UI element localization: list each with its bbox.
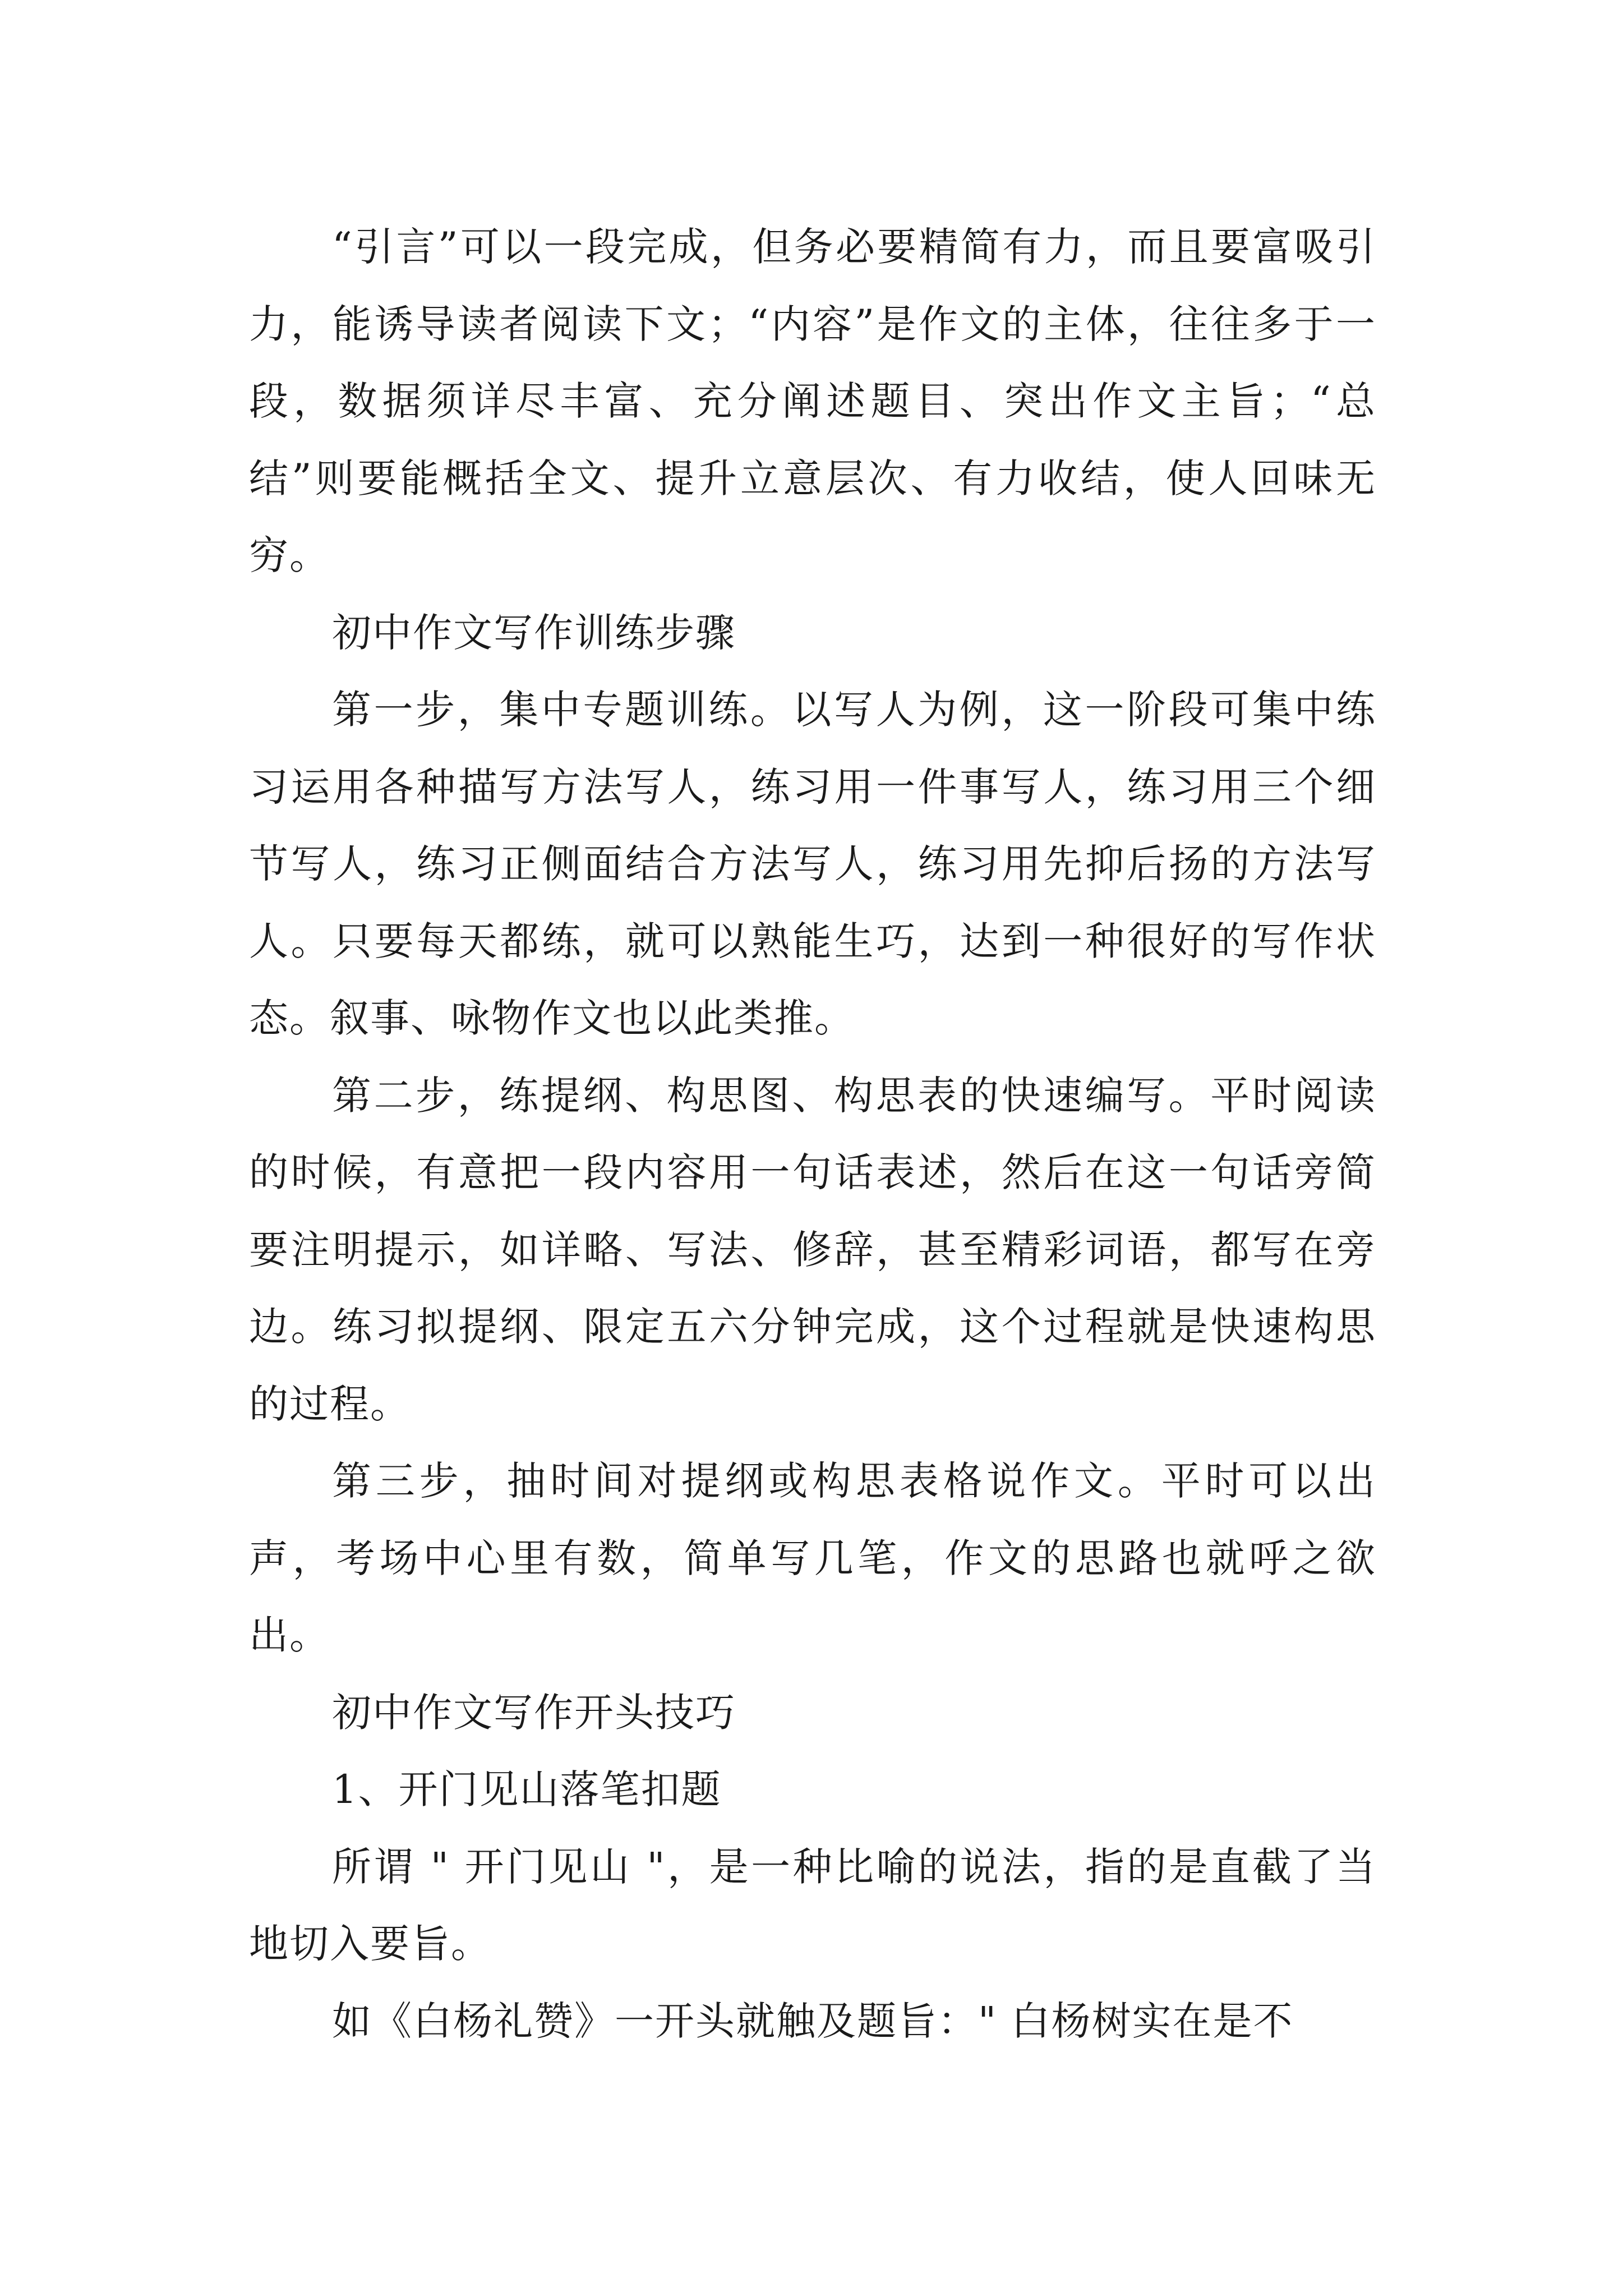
heading-opening-techniques: 初中作文写作开头技巧 — [332, 1689, 736, 1736]
paragraph-step-two: 第二步，练提纲、构思图、构思表的快速编写。平时阅读的时候，有意把一段内容用一句话表述，然后在这一句话旁简要注明提示，如详略、写法、修辞，甚至精彩词语，都写在旁边。练习拟提纲、限定五六分钟完成，这个过程就是快速构思的过程。 — [249, 1072, 1376, 1427]
paragraph-step-three: 第三步，抽时间对提纲或构思表格说作文。平时可以出声，考场中心里有数，简单写几笔，作文的思路也就呼之欲出。 — [249, 1458, 1376, 1658]
document-body — [249, 209, 1376, 2060]
heading-training-steps: 初中作文写作训练步骤 — [332, 609, 736, 656]
paragraph-intro-structure: “引言”可以一段完成，但务必要精简有力，而且要富吸引力，能诱导读者阅读下文；“内容”是作文的主体，往往多于一段，数据须详尽丰富、充分阐述题目、突出作文主旨；“总结”则要能概括全文、提升立意层次、有力收结，使人回味无穷。 — [249, 224, 1376, 578]
paragraph-direct-opening-definition: 所谓 " 开门见山 "，是一种比喻的说法，指的是直截了当地切入要旨。 — [249, 1843, 1376, 1967]
paragraph-direct-opening-example: 如《白杨礼赞》一开头就触及题旨：" 白杨树实在是不 — [332, 1998, 1294, 2044]
subheading-direct-opening: 1、开门见山落笔扣题 — [332, 1766, 722, 1812]
paragraph-step-one: 第一步，集中专题训练。以写人为例，这一阶段可集中练习运用各种描写方法写人，练习用一件事写人，练习用三个细节写人，练习正侧面结合方法写人，练习用先抑后扬的方法写人。只要每天都练，就可以熟能生巧，达到一种很好的写作状态。叙事、咏物作文也以此类推。 — [249, 687, 1376, 1041]
